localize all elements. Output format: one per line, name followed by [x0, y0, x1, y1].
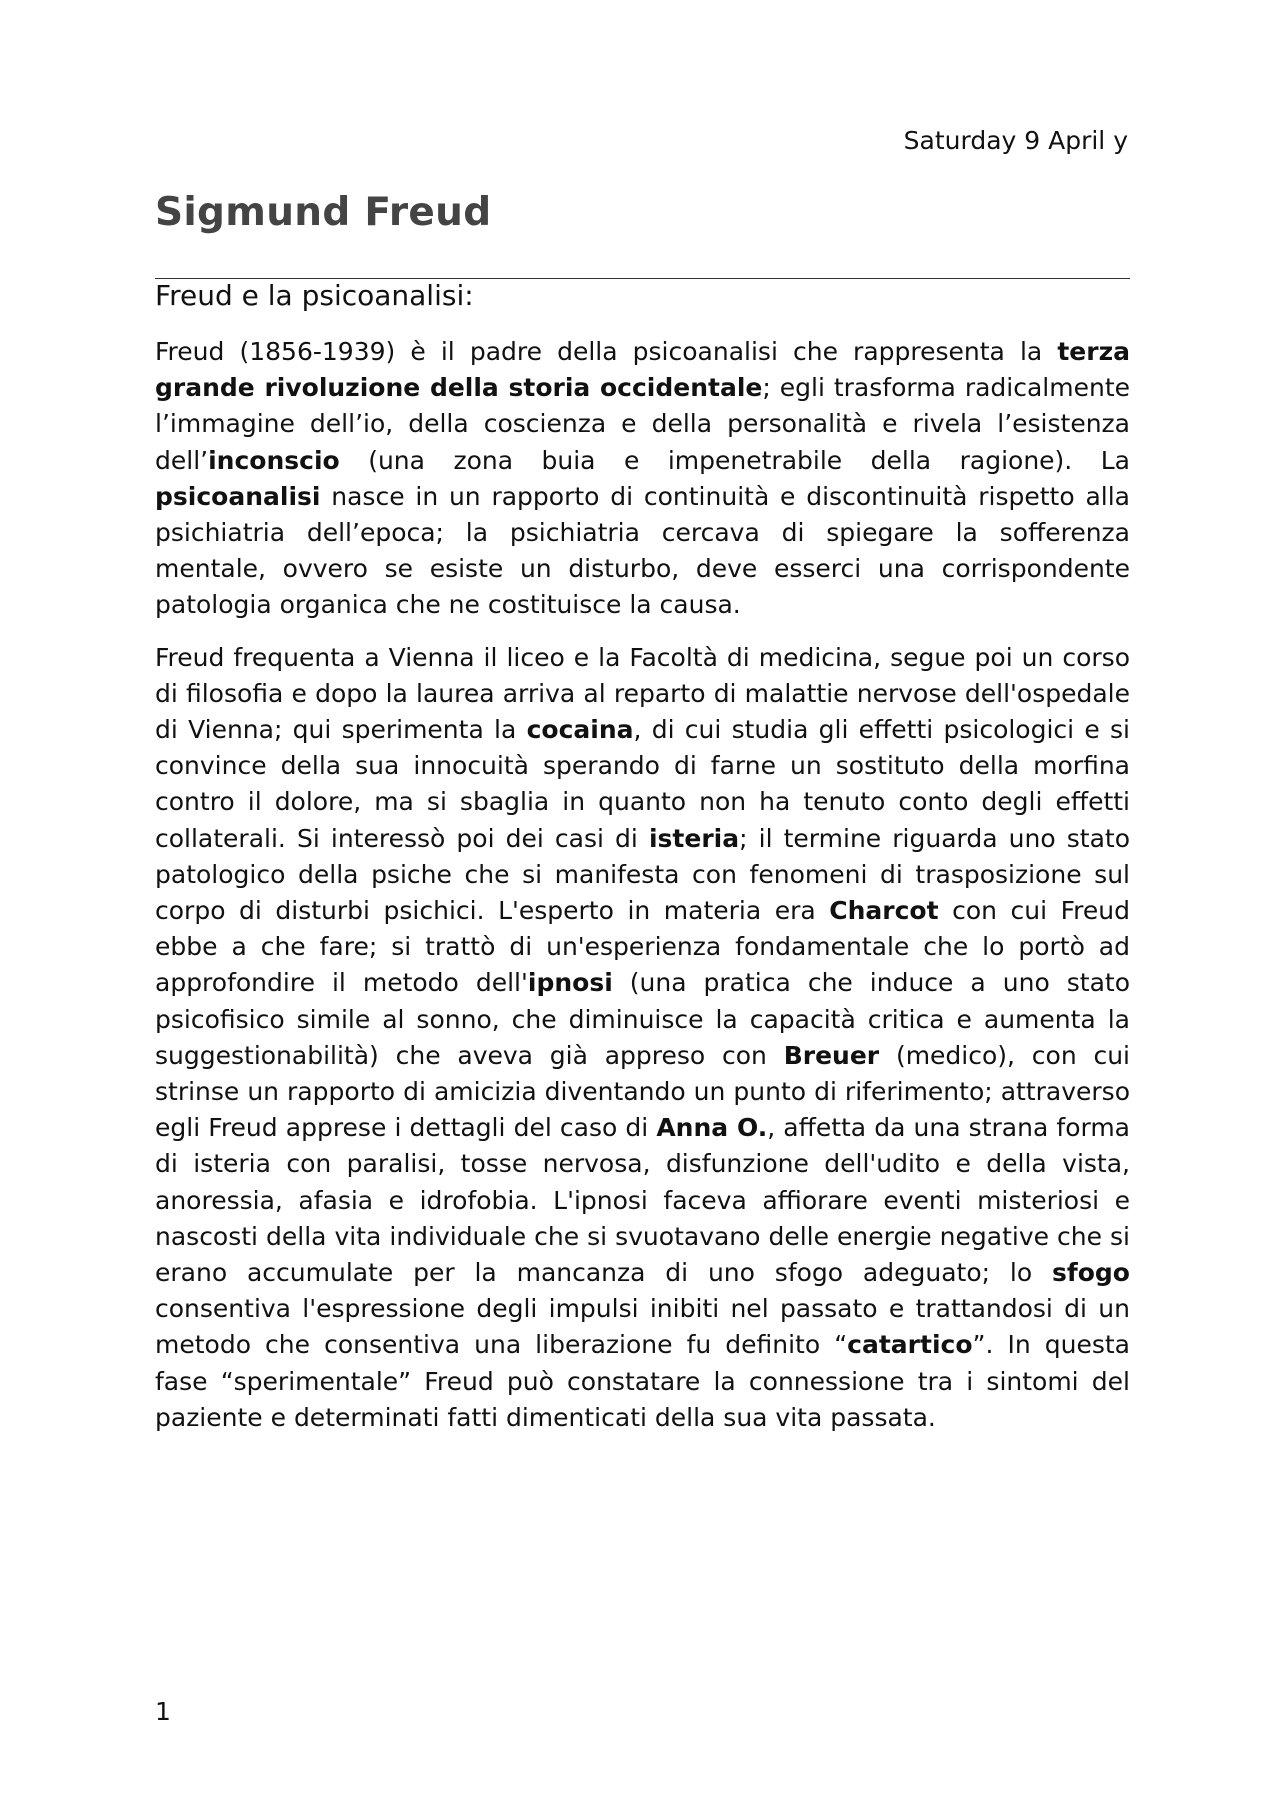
- document-title: Sigmund Freud: [155, 190, 492, 235]
- text-run: ; egli trasforma radicalmente l’immagine dell’io, della coscienza e della personalità e rivela l’esistenza dell’: [155, 373, 1131, 475]
- text-run: consentiva l'espressione degli impulsi inibiti nel passato e trattandosi di un metodo che consentiva una liberazione fu definito “: [155, 1294, 1130, 1360]
- bold-term: Breuer: [783, 1040, 880, 1070]
- paragraph-2: [155, 640, 1130, 1436]
- text-run: (una pratica che induce a uno stato psicofisico simile al sonno, che diminuisce la capacità critica e aumenta la suggestionabilità) che aveva già appreso con: [155, 968, 1130, 1070]
- text-run: Freud frequenta a Vienna il liceo e la Facoltà di medicina, segue poi un corso di filosofia e dopo la laurea arriva al reparto di malattie nervose dell'ospedale di Vienna; qui sperimenta la: [155, 642, 1130, 745]
- bold-term: Charcot: [829, 896, 939, 926]
- bold-term: inconscio: [208, 445, 340, 475]
- body-text: [155, 334, 1130, 1452]
- section-title: Freud e la psicoanalisi:: [155, 279, 474, 312]
- bold-term: psicoanalisi: [155, 481, 321, 511]
- text-run: Freud (1856-1939) è il padre della psicoanalisi che rappresenta la: [155, 337, 1058, 366]
- text-run: (una zona buia e impenetrabile della ragione). La: [339, 445, 1130, 475]
- text-run: nasce in un rapporto di continuità e discontinuità rispetto alla psichiatria dell’epoca; la psichiatria cercava di spiegare la sofferenza mentale, ovvero se esiste un disturbo, deve esserci una corrispondente patologia organica che ne costituisce la causa.: [155, 481, 1130, 620]
- bold-term: cocaina: [526, 715, 634, 745]
- text-run: ; il termine riguarda uno stato patologico della psiche che si manifesta con fenomeni di trasposizione sul corpo di disturbi psichici. L'esperto in materia era: [155, 823, 1130, 926]
- bold-term: sfogo: [1051, 1258, 1130, 1288]
- text-run: , affetta da una strana forma di isteria con paralisi, tosse nervosa, disfunzione dell'udito e della vista, anoressia, afasia e idrofobia. L'ipnosi faceva affiorare eventi misteriosi e nascosti della vita individuale che si svuotavano delle energie negative che si erano accumulate per la mancanza di uno sfogo adeguato; lo: [155, 1113, 1130, 1288]
- bold-term: isteria: [648, 823, 740, 853]
- text-run: , di cui studia gli effetti psicologici e si convince della sua innocuità sperando di farne un sostituto della morfina contro il dolore, ma si sbaglia in quanto non ha tenuto conto degli effetti collaterali. Si interessò poi dei casi di: [155, 715, 1130, 853]
- header-date: Saturday 9 April y: [903, 126, 1128, 155]
- bold-term: Anna O.: [656, 1113, 768, 1143]
- text-run: ”. In questa fase “sperimentale” Freud può constatare la connessione tra i sintomi del paziente e determinati fatti dimenticati della sua vita passata.: [155, 1330, 1130, 1432]
- page-number: 1: [155, 1697, 171, 1726]
- bold-term: terza grande rivoluzione della storia occidentale: [155, 337, 1130, 403]
- text-run: (medico), con cui strinse un rapporto di amicizia diventando un punto di riferimento; attraverso egli Freud apprese i dettagli del caso di: [155, 1040, 1131, 1143]
- bold-term: catartico: [847, 1330, 973, 1360]
- text-run: con cui Freud ebbe a che fare; si trattò di un'esperienza fondamentale che lo portò ad approfondire il metodo dell': [155, 896, 1131, 998]
- paragraph-1: [155, 334, 1130, 624]
- bold-term: ipnosi: [527, 968, 613, 998]
